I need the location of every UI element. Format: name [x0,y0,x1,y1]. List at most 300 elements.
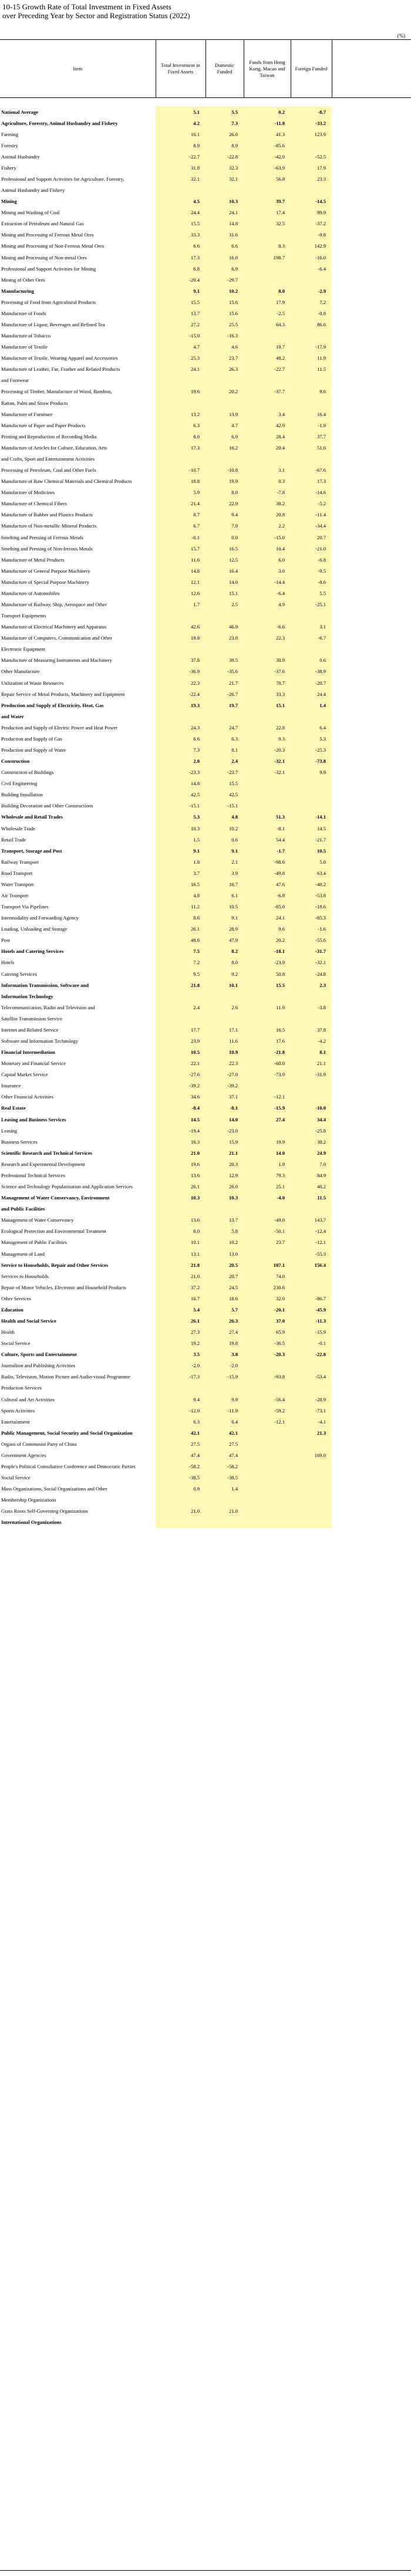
value-hmt: 47.6 [244,878,291,890]
value-domestic: 8.1 [206,744,244,755]
row-spacer [332,1181,411,1192]
value-hmt: -6.6 [244,621,291,633]
value-hmt: 20.4 [244,442,291,453]
value-hmt: 15.5 [244,979,291,990]
value-domestic: -8.1 [206,1103,244,1114]
value-total: 7.3 [156,744,206,755]
row-label: Internet and Related Service [1,1026,59,1033]
value-hmt: 28.4 [244,431,291,442]
row-label: Leasing and Business Services [1,1116,66,1123]
table-row [0,565,411,576]
row-spacer [332,968,411,979]
row-spacer [332,666,411,677]
row-label: Scientific Research and Technical Services [1,1150,92,1156]
row-spacer [332,1158,411,1169]
value-total: 14.5 [156,1114,206,1125]
value-hmt: 16.5 [244,1024,291,1035]
value-total: 9.4 [156,1394,206,1405]
value-total: -36.9 [156,666,206,677]
value-total: 25.3 [156,353,206,364]
value-hmt: 6.0 [244,554,291,565]
value-total: 37.2 [156,1282,206,1293]
row-label: Manufacture of Furniture [1,411,53,417]
value-total: 0.9 [156,1483,206,1495]
row-label: Farming [1,131,19,137]
value-domestic: 6.4 [206,1416,244,1427]
row-spacer [332,465,411,476]
value-total [156,1204,206,1215]
table-row [0,979,411,990]
row-label: Smelting and Pressing of Ferrous Metals [1,534,84,540]
row-spacer [332,744,411,755]
value-total [156,644,206,655]
row-label: Manufacture of Paper and Paper Products [1,422,86,428]
table-row [0,1394,411,1405]
value-domestic: 27.4 [206,1327,244,1338]
value-total [156,1013,206,1024]
value-foreign: -53.4 [291,1371,332,1382]
value-domestic: 5.5 [206,106,244,117]
table-row [0,1047,411,1058]
value-hmt: 32.5 [244,218,291,229]
row-label: Intermodality and Forwarding Agency [1,915,79,921]
value-hmt: -49.0 [244,1215,291,1226]
value-foreign: 156.4 [291,1259,332,1270]
value-hmt: 33.3 [244,688,291,699]
value-total: 14.8 [156,565,206,576]
row-spacer [332,274,411,285]
row-label: Manufacture of Tobacco [1,333,51,339]
table-row [0,1449,411,1461]
table-row [0,576,411,587]
value-foreign: -32.1 [291,957,332,968]
value-foreign [291,990,332,1002]
row-label: Building Decoration and Other Constructions [1,803,93,809]
row-spacer [332,520,411,532]
row-label: Repair of Motor Vehicles, Electronic and Household Products [1,1284,126,1290]
value-hmt: 8.0 [244,285,291,296]
row-spacer [332,767,411,778]
value-hmt: 3.1 [244,465,291,476]
value-foreign [291,1013,332,1024]
table-row [0,487,411,498]
table-row [0,1461,411,1472]
value-foreign [291,1517,332,1528]
value-domestic: -2.0 [206,1360,244,1371]
value-foreign: 10.5 [291,845,332,856]
value-foreign [291,375,332,386]
row-label: Radio, Television, Motion Picture and Audio-visual Programme [1,1374,130,1380]
value-hmt: 15.1 [244,699,291,711]
row-spacer [332,1270,411,1282]
row-label: Service to Households, Repair and Other Services [1,1262,109,1268]
row-label: Manufacture of Raw Chemical Materials and Chemical Products [1,478,132,485]
row-spacer [332,924,411,935]
row-label: Manufacture of Special Purpose Machinery [1,579,89,585]
value-total: 6.3 [156,420,206,431]
value-domestic: 6.9 [206,431,244,442]
value-hmt: 39.7 [244,196,291,207]
value-foreign [291,1506,332,1517]
table-row [0,1304,411,1315]
value-foreign: -37.2 [291,218,332,229]
value-foreign: 20.7 [291,532,332,543]
row-label: Production Services [1,1385,42,1391]
row-label: Production and Supply of Water [1,746,66,753]
row-label: Real Estate [1,1105,26,1111]
row-spacer [332,1192,411,1204]
value-hmt: -15.9 [244,1103,291,1114]
row-label: Hotels and Catering Services [1,948,64,955]
value-hmt [244,1248,291,1259]
value-hmt [244,274,291,285]
row-spacer [332,957,411,968]
row-spacer [332,912,411,924]
value-total: 9.5 [156,968,206,979]
value-domestic: 22.3 [206,1058,244,1069]
value-total: -22.7 [156,151,206,162]
value-foreign: 17.3 [291,476,332,487]
value-hmt: 3.0 [244,565,291,576]
value-domestic: 9.1 [206,845,244,856]
row-spacer [332,1315,411,1326]
table-row [0,935,411,946]
row-spacer [332,1013,411,1024]
row-spacer [332,1472,411,1483]
value-hmt: 0.2 [244,106,291,117]
value-domestic: 2.6 [206,1002,244,1013]
value-domestic: 13.7 [206,1215,244,1226]
table-row [0,1002,411,1013]
value-total: 22.3 [156,677,206,688]
value-hmt: 19.9 [244,1136,291,1147]
row-label: Manufacture of Electrical Machinery and Apparatus [1,624,107,630]
value-total: 17.3 [156,252,206,263]
row-label: Manufacture of Foods [1,310,46,316]
value-domestic: 10.3 [206,196,244,207]
value-total: 16.7 [156,1293,206,1304]
row-spacer [332,1114,411,1125]
table-row [0,1215,411,1226]
table-row [0,520,411,532]
value-foreign: -14.1 [291,812,332,823]
value-foreign: 6.4 [291,722,332,733]
value-domestic: 21.1 [206,1147,244,1158]
value-domestic: 42.5 [206,789,244,800]
row-label: and Footwear [1,377,29,384]
table-body [0,98,411,1528]
value-domestic [206,610,244,621]
value-total: 9.1 [156,285,206,296]
row-label: Animal Husbandry [1,153,40,160]
value-foreign: 7.2 [291,296,332,307]
value-domestic: 12.5 [206,554,244,565]
row-spacer [332,375,411,386]
value-total: 11.6 [156,554,206,565]
row-label: Other Services [1,1295,31,1301]
value-hmt: 1.9 [244,1158,291,1169]
row-spacer [332,901,411,912]
value-total: 13.2 [156,408,206,420]
row-label: Printing and Reproduction of Recording Media [1,433,97,440]
value-foreign: -31.7 [291,946,332,957]
row-label: and Water [1,713,24,719]
value-domestic: 19.7 [206,699,244,711]
value-hmt [244,1506,291,1517]
value-total: 21.0 [156,1506,206,1517]
table-row [0,666,411,677]
value-domestic: 24.5 [206,1282,244,1293]
value-foreign [291,789,332,800]
value-foreign: -0.1 [291,1338,332,1349]
row-label: Wholesale and Retail Trades [1,814,63,820]
value-hmt [244,644,291,655]
value-total: 8.9 [156,140,206,151]
value-total: -17.3 [156,1371,206,1382]
table-row [0,106,411,117]
value-foreign: -6.4 [291,263,332,274]
table-row [0,453,411,464]
value-foreign: -5.2 [291,498,332,509]
row-label: Ecological Protection and Environmental Treatment [1,1228,106,1235]
value-hmt: 41.3 [244,129,291,140]
row-spacer [332,532,411,543]
row-label: Mining and Processing of Non-Ferrous Metal Ores [1,243,105,249]
table-row [0,599,411,610]
value-foreign: -55.6 [291,935,332,946]
value-hmt: 30.9 [244,655,291,666]
value-total: -22.4 [156,688,206,699]
value-foreign [291,1080,332,1091]
value-total: 23.9 [156,1035,206,1046]
row-spacer [332,342,411,353]
value-domestic: 10.5 [206,901,244,912]
value-hmt: 2.2 [244,520,291,532]
value-foreign: 169.0 [291,1449,332,1461]
value-total [156,1382,206,1394]
value-foreign: 1.4 [291,699,332,711]
value-foreign: -8.6 [291,576,332,587]
value-foreign: -2.9 [291,285,332,296]
value-foreign [291,140,332,151]
table-row [0,129,411,140]
value-foreign: 5.0 [291,856,332,867]
value-foreign: 37.8 [291,1024,332,1035]
value-foreign: 51.6 [291,442,332,453]
value-domestic: 8.2 [206,946,244,957]
table-row [0,1371,411,1382]
value-hmt: 107.1 [244,1259,291,1270]
table-row [0,1293,411,1304]
table-row [0,386,411,397]
row-spacer [332,442,411,453]
row-label: Extraction of Petroleum and Natural Gas [1,221,84,227]
table-row [0,756,411,767]
value-domestic: 17.1 [206,1024,244,1035]
row-label: Manufacture of Medicines [1,489,55,496]
table-row [0,218,411,229]
value-foreign: 16.4 [291,408,332,420]
value-foreign [291,453,332,464]
value-total: 6.7 [156,520,206,532]
value-foreign: 34.4 [291,1114,332,1125]
row-spacer [332,1080,411,1091]
value-foreign: 21.1 [291,1058,332,1069]
value-domestic: 8.0 [206,957,244,968]
row-spacer [332,1394,411,1405]
table-row [0,688,411,699]
table-bottom-rule [0,2570,411,2571]
value-foreign: -11.4 [291,509,332,520]
value-total: 6.8 [156,263,206,274]
value-domestic: 10.2 [206,823,244,834]
value-total [156,711,206,722]
value-hmt [244,1438,291,1449]
table-row [0,1438,411,1449]
unit-label: (%) [397,33,405,39]
value-total: 16.5 [156,878,206,890]
table-row [0,185,411,196]
table-row [0,946,411,957]
row-spacer [332,1215,411,1226]
row-spacer [332,610,411,621]
table-row [0,1204,411,1215]
row-label: Post [1,937,10,944]
value-total: 11.2 [156,901,206,912]
row-spacer [332,990,411,1002]
value-total: -19.4 [156,1125,206,1136]
value-foreign [291,778,332,789]
value-hmt [244,1495,291,1506]
value-foreign: 23.3 [291,173,332,184]
value-foreign: -8.7 [291,106,332,117]
row-label: Manufacture of Measuring Instruments and Machinery [1,657,112,664]
row-label: Professional and Support Activities for Agriculture, Forestry, [1,176,124,182]
value-foreign: -67.6 [291,465,332,476]
value-hmt: 78.7 [244,677,291,688]
table-row [0,789,411,800]
value-domestic: -58.2 [206,1461,244,1472]
value-foreign: -55.3 [291,1248,332,1259]
table-row [0,957,411,968]
value-domestic: 16.2 [206,442,244,453]
blank-row [0,98,411,107]
row-spacer [332,431,411,442]
value-foreign: 3.1 [291,621,332,633]
value-domestic: -22.8 [206,151,244,162]
row-label: Production and Supply of Electricity, Heat, Gas [1,702,104,708]
value-foreign: -21.0 [291,543,332,554]
row-label: Utilization of Waste Resources [1,680,64,686]
value-hmt: 10.4 [244,543,291,554]
value-foreign: -3.8 [291,1002,332,1013]
row-spacer [332,587,411,599]
value-foreign [291,610,332,621]
table-row [0,1091,411,1103]
table-header-row [0,40,411,98]
value-foreign [291,800,332,812]
value-total: 19.6 [156,386,206,397]
row-spacer [332,800,411,812]
row-label: Manufacture of Computers, Communication and Other [1,635,113,641]
value-total: 3.5 [156,1349,206,1360]
value-foreign: 24.9 [291,1147,332,1158]
value-total: 4.2 [156,117,206,129]
value-domestic: 15.1 [206,587,244,599]
value-total: -12.0 [156,1405,206,1416]
value-hmt: 32.0 [244,1293,291,1304]
table-row [0,1506,411,1517]
value-total: -23.3 [156,767,206,778]
table-row [0,711,411,722]
value-domestic: 7.3 [206,117,244,129]
row-spacer [332,1024,411,1035]
value-total: 3.7 [156,867,206,878]
value-foreign: -20.7 [291,677,332,688]
value-total: 13.1 [156,1248,206,1259]
value-total: 12.6 [156,587,206,599]
value-total: 17.7 [156,1024,206,1035]
value-hmt: 9.3 [244,733,291,744]
value-total: 18.8 [156,476,206,487]
value-foreign: -12.4 [291,1226,332,1237]
value-foreign: -21.7 [291,834,332,845]
value-hmt: -1.7 [244,845,291,856]
value-domestic: 26.3 [206,364,244,375]
value-foreign: -0.8 [291,307,332,319]
value-hmt: -23.9 [244,957,291,968]
value-total: 8.0 [156,431,206,442]
value-total: 10.1 [156,1237,206,1248]
value-hmt: 22.3 [244,633,291,644]
value-domestic: 28.9 [206,924,244,935]
value-total: -38.5 [156,1472,206,1483]
value-total: 15.7 [156,543,206,554]
value-total: 7.2 [156,957,206,968]
row-label: Membership Organizations [1,1497,56,1503]
value-total: 34.6 [156,1091,206,1103]
value-foreign: -6.7 [291,633,332,644]
row-spacer [332,621,411,633]
row-spacer [332,476,411,487]
value-hmt [244,263,291,274]
value-domestic: 14.0 [206,576,244,587]
value-foreign: 11.9 [291,353,332,364]
value-domestic: 21.7 [206,677,244,688]
value-domestic: 6.6 [206,241,244,252]
value-hmt: -8.1 [244,823,291,834]
table-row [0,633,411,644]
table-row [0,587,411,599]
value-total: 13.7 [156,307,206,319]
table-row [0,733,411,744]
value-domestic: 3.9 [206,867,244,878]
column-header-domestic: Domestic Funded [206,40,244,98]
value-foreign: -12.1 [291,1237,332,1248]
value-total [156,1517,206,1528]
value-domestic [206,1517,244,1528]
value-hmt: -7.8 [244,487,291,498]
table-row [0,644,411,655]
row-label: and Crafts, Sport and Entertainment Activities [1,455,95,462]
value-hmt: -50.1 [244,1226,291,1237]
row-label: Agriculture, Forestry, Animal Husbandry and Fishery [1,120,118,126]
value-total: 16.1 [156,129,206,140]
row-label: Manufacturing [1,288,34,294]
row-label: Construction of Buildings [1,769,54,776]
value-domestic: 15.9 [206,1136,244,1147]
table-row [0,1495,411,1506]
